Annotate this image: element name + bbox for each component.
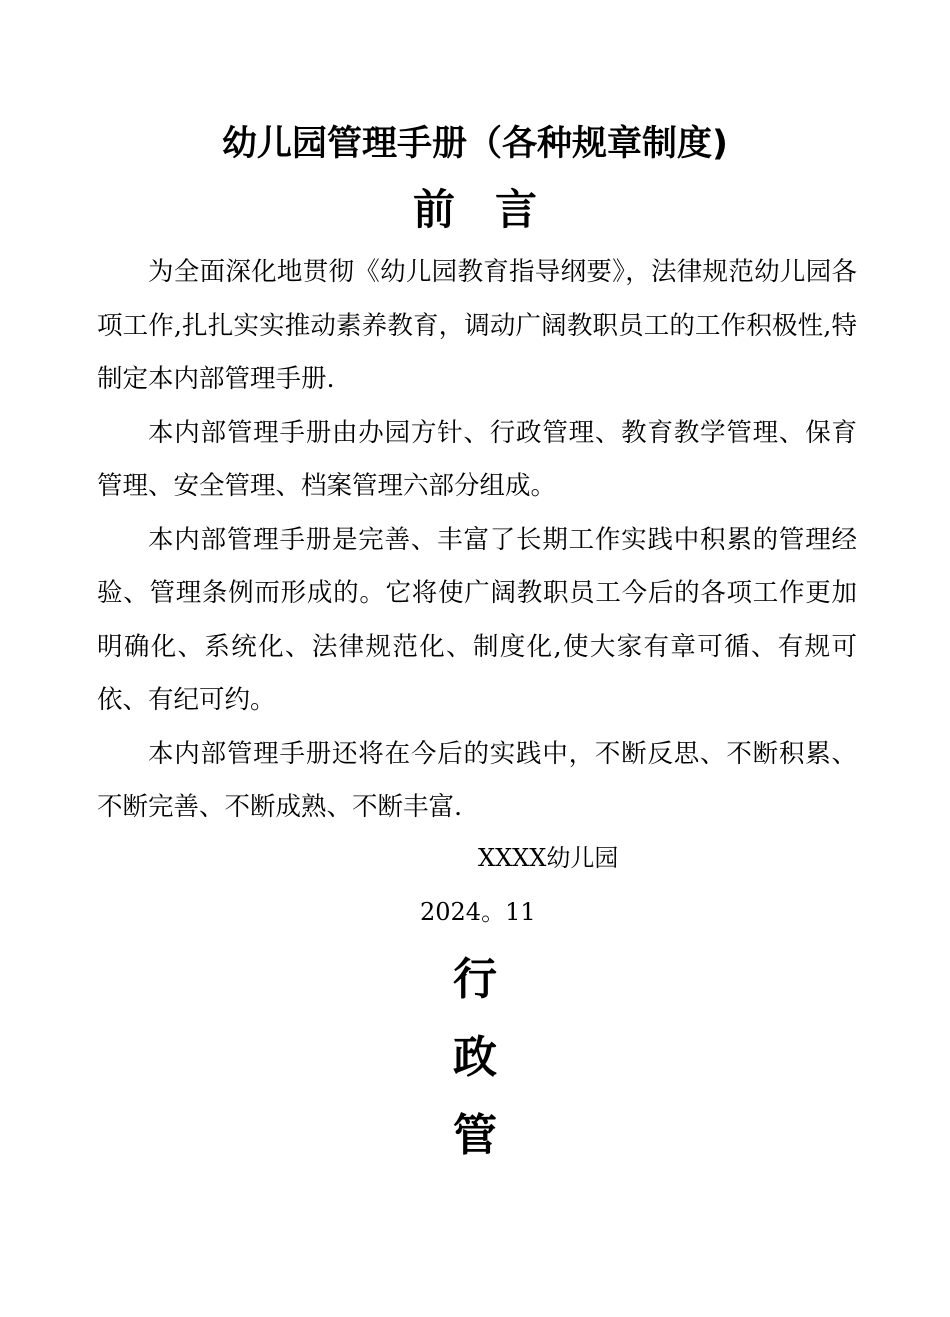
preface-paragraph-4: 本内部管理手册还将在今后的实践中，不断反思、不断积累、不断完善、不断成熟、不断丰富. (97, 738, 857, 822)
preface-heading-char-2: 言 (495, 185, 538, 234)
section-heading-char-3: 管 (453, 1110, 497, 1161)
section-heading-char-1: 行 (453, 954, 497, 1005)
preface-paragraph-3: 本内部管理手册是完善、丰富了长期工作实践中积累的管理经验、管理条例而形成的。它将使广阔教职员工今后的各项工作更加明确化、系统化、法律规范化、制度化,使大家有章可循、有规可依、有纪可约。 (97, 524, 857, 715)
preface-heading (0, 180, 950, 240)
section-heading-char-2: 政 (453, 1032, 497, 1083)
preface-paragraph-2: 本内部管理手册由办园方针、行政管理、教育教学管理、保育管理、安全管理、档案管理六部分组成。 (97, 417, 857, 501)
preface-date: 2024。11 (420, 898, 536, 926)
document-title: 幼儿园管理手册（各种规章制度) (222, 124, 728, 164)
preface-paragraph-1: 为全面深化地贯彻《幼儿园教育指导纲要》，法律规范幼儿园各项工作,扎扎实实推动素养教育，调动广阔教职员工的工作积极性,特制定本内部管理手册. (97, 257, 857, 394)
preface-body (97, 246, 857, 835)
preface-heading-char-1: 前 (412, 185, 455, 234)
preface-signature: XXXX幼儿园 (478, 844, 619, 872)
